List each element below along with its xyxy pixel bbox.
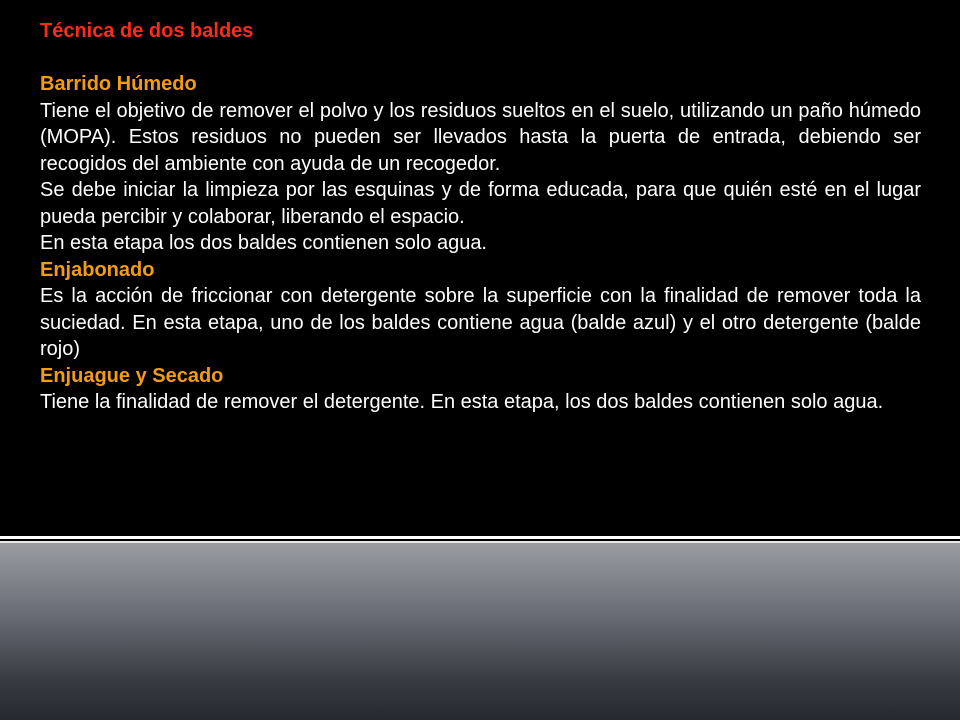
section-paragraph: Es la acción de friccionar con detergente sobre la superficie con la finalidad de remover toda la suciedad. En esta etapa, uno de los baldes contiene agua (balde azul) y el otro detergente (balde rojo) [40,285,921,360]
section-paragraph: Tiene el objetivo de remover el polvo y los residuos sueltos en el suelo, utilizando un paño húmedo (MOPA). Estos residuos no pueden ser llevados hasta la puerta de entrada, debiendo ser recogidos del ambiente con ayuda de un recogedor. [40,99,921,175]
section-heading: Enjabonado [40,258,155,281]
section-paragraph: En esta etapa los dos baldes contienen solo agua. [40,232,487,254]
footer-gradient-panel [0,543,960,720]
divider-line [0,536,960,539]
section-heading: Barrido Húmedo [40,73,197,95]
section-barrido-humedo [40,71,921,257]
section-enjuague-secado [40,363,921,416]
slide-content [40,18,921,416]
section-enjabonado [40,257,921,363]
section-heading: Enjuague y Secado [40,364,224,387]
section-paragraph: Se debe iniciar la limpieza por las esquinas y de forma educada, para que quién esté en el lugar pueda percibir y colaborar, liberando el espacio. [40,179,921,228]
section-paragraph: Tiene la finalidad de remover el detergente. En esta etapa, los dos baldes contienen solo agua. [40,391,884,413]
slide-title: Técnica de dos baldes [40,20,254,42]
